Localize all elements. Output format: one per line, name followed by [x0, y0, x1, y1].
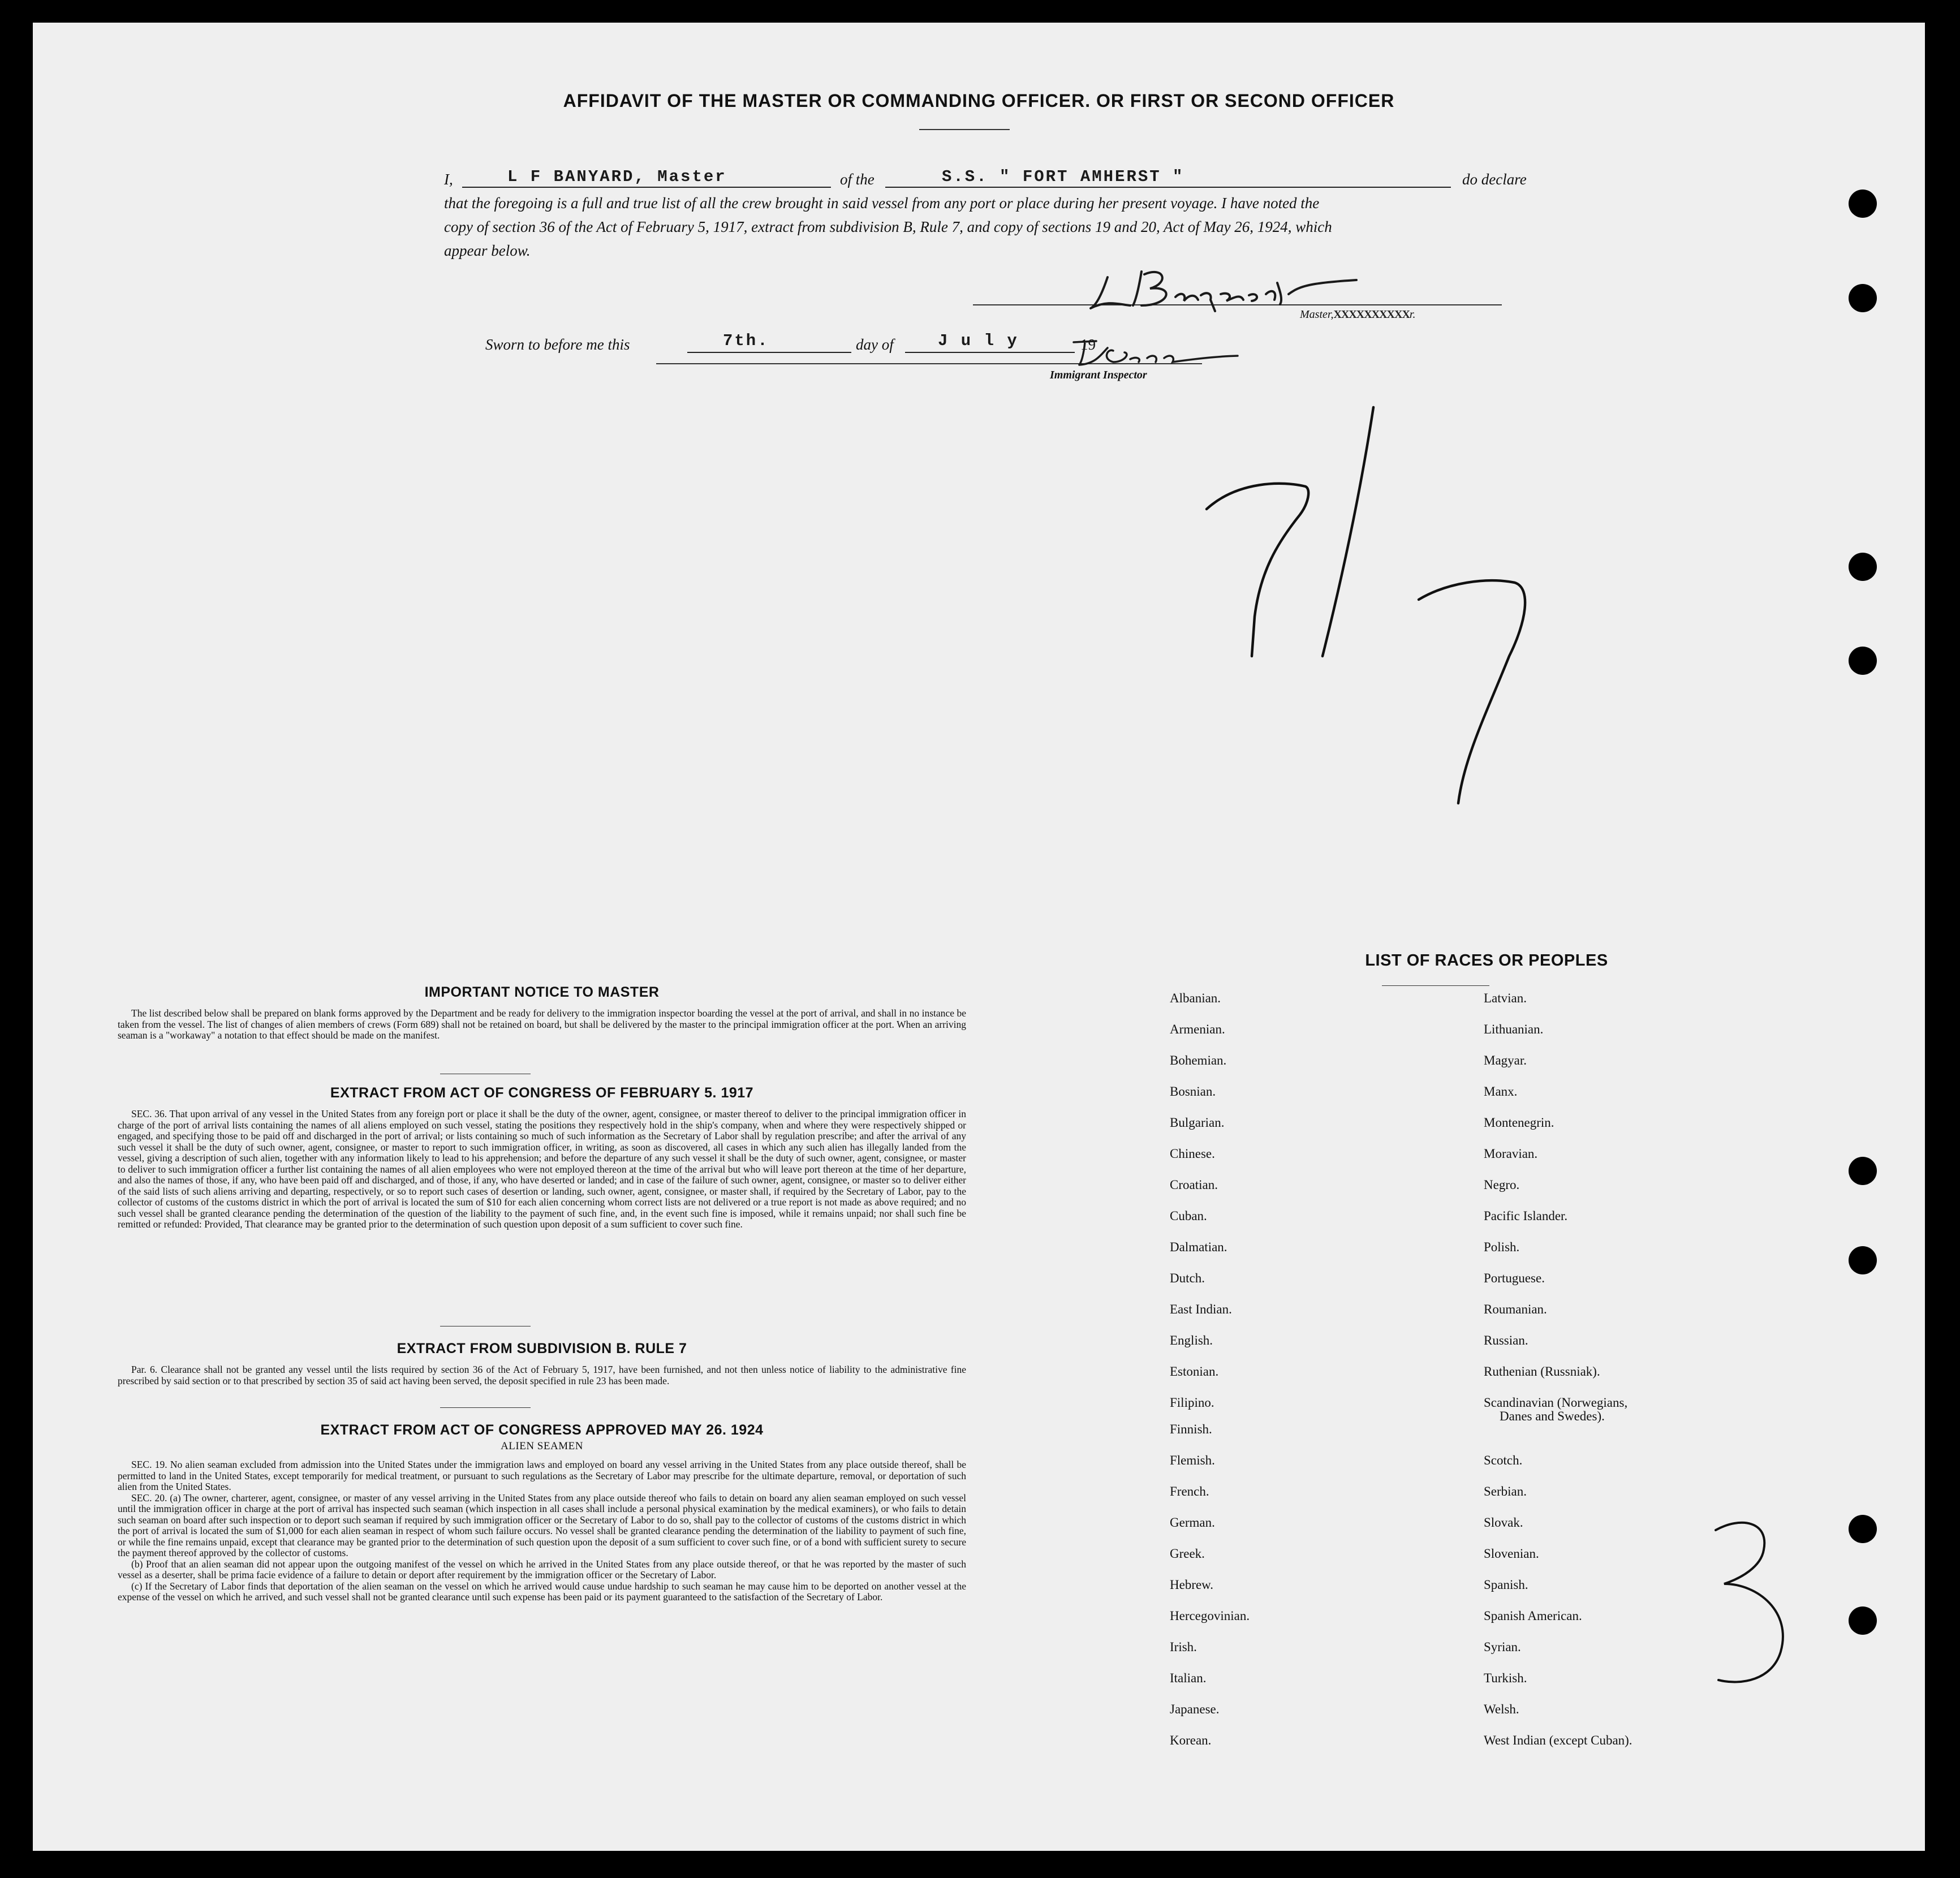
race-item: Scotch.	[1484, 1453, 1523, 1467]
race-item: Moravian.	[1484, 1147, 1538, 1161]
punch-hole	[1849, 553, 1877, 581]
do-declare-text: do declare	[1462, 171, 1527, 188]
race-item: Estonian.	[1170, 1364, 1219, 1379]
race-item: Cuban.	[1170, 1209, 1207, 1223]
affidavit-title: AFFIDAVIT OF THE MASTER OR COMMANDING OFFICER. OR FIRST OR SECOND OFFICER	[563, 91, 1395, 111]
declaration-line-1	[444, 167, 1536, 191]
race-item: Russian.	[1484, 1333, 1528, 1347]
race-item: Armenian.	[1170, 1022, 1225, 1036]
race-item: Greek.	[1170, 1547, 1205, 1561]
punch-hole	[1849, 189, 1877, 218]
month-typed: J u l y	[938, 331, 1019, 350]
master-caption: Master,XXXXXXXXXXr.	[1300, 308, 1416, 321]
race-item: Dalmatian.	[1170, 1240, 1227, 1254]
extract-1917-title: EXTRACT FROM ACT OF CONGRESS OF FEBRUARY 5. 1917	[330, 1085, 754, 1101]
notice-text: The list described below shall be prepared on blank forms approved by the Department and be ready for delivery to the immigration inspector boarding the vessel at the port of arrival, and shall in no instance be taken from the vessel. The list of changes of alien members of crews (Form 689) shall not be retained on board, but shall be delivered by the master to the principal immigration officer at the port. When an arriving seaman is a "workaway" a notation to that effect should be made on the manifest.	[118, 1007, 966, 1041]
race-item: Danes and Swedes).	[1500, 1409, 1605, 1423]
punch-hole	[1849, 1157, 1877, 1185]
prefix-i: I,	[444, 171, 453, 188]
race-item: Flemish.	[1170, 1453, 1215, 1467]
title-divider	[919, 129, 1010, 130]
race-item: Pacific Islander.	[1484, 1209, 1568, 1223]
race-item: Welsh.	[1484, 1702, 1519, 1716]
document-page	[33, 23, 1925, 1851]
race-item: Roumanian.	[1484, 1302, 1547, 1316]
race-item: Albanian.	[1170, 991, 1221, 1005]
punch-hole	[1849, 647, 1877, 675]
race-item: English.	[1170, 1333, 1213, 1347]
handwritten-date-icon	[1192, 396, 1560, 826]
punch-hole	[1849, 284, 1877, 312]
notice-title: IMPORTANT NOTICE TO MASTER	[424, 984, 660, 1000]
race-item: Magyar.	[1484, 1053, 1527, 1067]
race-item: Turkish.	[1484, 1671, 1527, 1685]
declaration-line-3: copy of section 36 of the Act of February 5, 1917, extract from subdivision B, Rule 7, and copy of sections 19 and 20, Act of May 26, 1924, which	[444, 218, 1332, 235]
race-item: East Indian.	[1170, 1302, 1232, 1316]
sworn-day-typed: 7th.	[723, 331, 769, 350]
race-item: Portuguese.	[1484, 1271, 1545, 1285]
race-item: Scandinavian (Norwegians,	[1484, 1395, 1628, 1410]
extract-1924-text	[118, 1459, 966, 1603]
rule-7-divider	[440, 1407, 531, 1408]
punch-hole	[1849, 1515, 1877, 1543]
races-title: LIST OF RACES OR PEOPLES	[1365, 951, 1608, 970]
section-19: SEC. 19. No alien seaman excluded from admission into the United States under the immigration laws and employed on board any vessel arriving in the United States from any place outside thereof, shall be permitted to land in the United States, except temporarily for medical treatment, or pursuant to such regulations as the Secretary of Labor may prescribe for the ultimate departure, removal, or deportation of such alien from the United States.	[118, 1459, 966, 1492]
section-20c: (c) If the Secretary of Labor finds that deportation of the alien seaman on the vessel on which he arrived would cause undue hardship to such seaman he may cause him to be deported on another vessel at the expense of the vessel on which he arrived, and such vessel shall not be granted clearance until such expense has been paid or its payment guaranteed to the satisfaction of the Secretary of Labor.	[118, 1580, 966, 1603]
inspector-caption: Immigrant Inspector	[1050, 369, 1147, 381]
race-item: Filipino.	[1170, 1395, 1214, 1410]
race-item: Bosnian.	[1170, 1084, 1216, 1099]
punch-hole	[1849, 1246, 1877, 1274]
declaration-line-2: that the foregoing is a full and true list of all the crew brought in said vessel from any port or place during her present voyage. I have noted the	[444, 195, 1320, 212]
year-prefix: 19	[1080, 336, 1096, 353]
race-item: German.	[1170, 1515, 1215, 1530]
race-item: Irish.	[1170, 1640, 1197, 1654]
race-item: Slovak.	[1484, 1515, 1523, 1530]
vessel-name-typed: S.S. " FORT AMHERST "	[942, 167, 1184, 186]
race-item: Slovenian.	[1484, 1547, 1539, 1561]
race-item: Italian.	[1170, 1671, 1207, 1685]
sworn-text: Sworn to before me this	[485, 336, 630, 353]
rule-7-title: EXTRACT FROM SUBDIVISION B. RULE 7	[397, 1341, 687, 1356]
race-item: Ruthenian (Russniak).	[1484, 1364, 1600, 1379]
race-item: Korean.	[1170, 1733, 1212, 1747]
declaration-line-4: appear below.	[444, 242, 531, 259]
sworn-day-line	[687, 352, 851, 353]
race-item: Latvian.	[1484, 991, 1527, 1005]
race-item: Dutch.	[1170, 1271, 1205, 1285]
race-item: Croatian.	[1170, 1178, 1218, 1192]
punch-hole	[1849, 1606, 1877, 1635]
extract-1924-title: EXTRACT FROM ACT OF CONGRESS APPROVED MAY 26. 1924	[320, 1422, 764, 1438]
races-divider	[1382, 985, 1489, 986]
race-item: Montenegrin.	[1484, 1115, 1554, 1130]
race-item: Spanish American.	[1484, 1609, 1582, 1623]
race-item: Polish.	[1484, 1240, 1520, 1254]
race-item: Chinese.	[1170, 1147, 1215, 1161]
struck-caption: XXXXXXXXXX	[1333, 308, 1410, 321]
race-item: Japanese.	[1170, 1702, 1220, 1716]
race-item: French.	[1170, 1484, 1209, 1498]
race-item: Spanish.	[1484, 1578, 1528, 1592]
extract-1917-text: SEC. 36. That upon arrival of any vessel in the United States from any foreign port or place it shall be the duty of the owner, agent, consignee, or master thereof to deliver to the principal immigration officer in charge of the port of arrival lists containing the names of all aliens employed on such vessel, stating the positions they respectively hold in the ship's company, when and where they were respectively shipped or engaged, and specifying those to be paid off and discharged in the port of arrival; or lists containing so much of such information as the Secretary of Labor shall by regulation prescribe; and after the arrival of any such vessel it shall be the duty of such owner, agent, consignee, or master to report to such immigration officer, in writing, as soon as discovered, all cases in which any such alien has illegally landed from the vessel, giving a description of such alien, together with any information likely to lead to his apprehension; and before the departure of any such vessel it shall be the duty of such owner, agent, consignee, or master to deliver to such immigration officer a further list containing the names of all alien employees who were not employed thereon at the time of the arrival but who will leave port thereon at the time of her departure, and also the names of those, if any, who have been paid off and discharged, and of those, if any, who have deserted or landed; and in case of the failure of such owner, agent, consignee, or master so to deliver either of the said lists of such aliens arriving and departing, respectively, or so to report such cases of desertion or landing, such owner, agent, consignee, or master shall, if required by the Secretary of Labor, pay to the collector of customs of the customs district in which the port of arrival is located the sum of $10 for each alien concerning whom correct lists are not delivered or a true report is not made as above required; and no such vessel shall be granted clearance pending the determination of the question of the liability to the payment of such fine, and, in the event such fine is imposed, while it remains unpaid; nor shall such fine be remitted or refunded: Provided, That clearance may be granted prior to the determination of such question upon deposit of a sum sufficient to cover such fine.	[118, 1108, 966, 1230]
race-item: Hebrew.	[1170, 1578, 1214, 1592]
of-the-text: of the	[840, 171, 875, 188]
section-20b: (b) Proof that an alien seaman did not appear upon the outgoing manifest of the vessel on which he arrived in the United States from any place outside thereof, or that he was reported by the master of such vessel as a deserter, shall be prima facie evidence of a failure to detain or deport after requirement by the immigration officer or the Secretary of Labor.	[118, 1558, 966, 1580]
handwritten-three-icon	[1707, 1516, 1798, 1697]
race-item: West Indian (except Cuban).	[1484, 1733, 1632, 1747]
race-item: Negro.	[1484, 1178, 1520, 1192]
race-item: Bulgarian.	[1170, 1115, 1225, 1130]
race-item: Serbian.	[1484, 1484, 1527, 1498]
master-name-typed: L F BANYARD, Master	[507, 167, 727, 186]
section-20a: SEC. 20. (a) The owner, charterer, agent, consignee, or master of any vessel arriving in the United States from any place outside thereof who fails to detain on board any alien seaman employed on such vessel until the immigration officer in charge at the port of arrival has inspected such seaman (which inspection in all cases shall include a personal physical examination by the medical examiners), or who fails to detain such seaman on board after such inspection or to deport such seaman if required by such immigration officer or the Secretary of Labor to do so, shall pay to the collector of customs of the customs district in which the port of arrival is located the sum of $1,000 for each alien seaman in respect of whom such failure occurs. No vessel shall be granted clearance pending the determination of the liability to payment of such fine, or while the fine remains unpaid, except that clearance may be granted prior to the determination of such question upon the deposit of a sum sufficient to cover such fine, or of a bond with sufficient surety to secure the payment thereof approved by the collector of customs.	[118, 1492, 966, 1558]
rule-7-text: Par. 6. Clearance shall not be granted any vessel until the lists required by section 36 of the Act of February 5, 1917, have been furnished, and not then unless notice of liability to the administrative fine prescribed by said section or to that prescribed by section 35 of said act having been served, the deposit specified in rule 23 has been made.	[118, 1364, 966, 1386]
day-of-text: day of	[856, 336, 894, 353]
race-item: Bohemian.	[1170, 1053, 1227, 1067]
race-item: Hercegovinian.	[1170, 1609, 1250, 1623]
race-item: Lithuanian.	[1484, 1022, 1544, 1036]
race-item: Syrian.	[1484, 1640, 1521, 1654]
race-item: Finnish.	[1170, 1422, 1212, 1436]
extract-1924-subtitle: ALIEN SEAMEN	[501, 1440, 583, 1452]
race-item: Manx.	[1484, 1084, 1518, 1099]
inspector-signature-icon	[1062, 337, 1243, 371]
